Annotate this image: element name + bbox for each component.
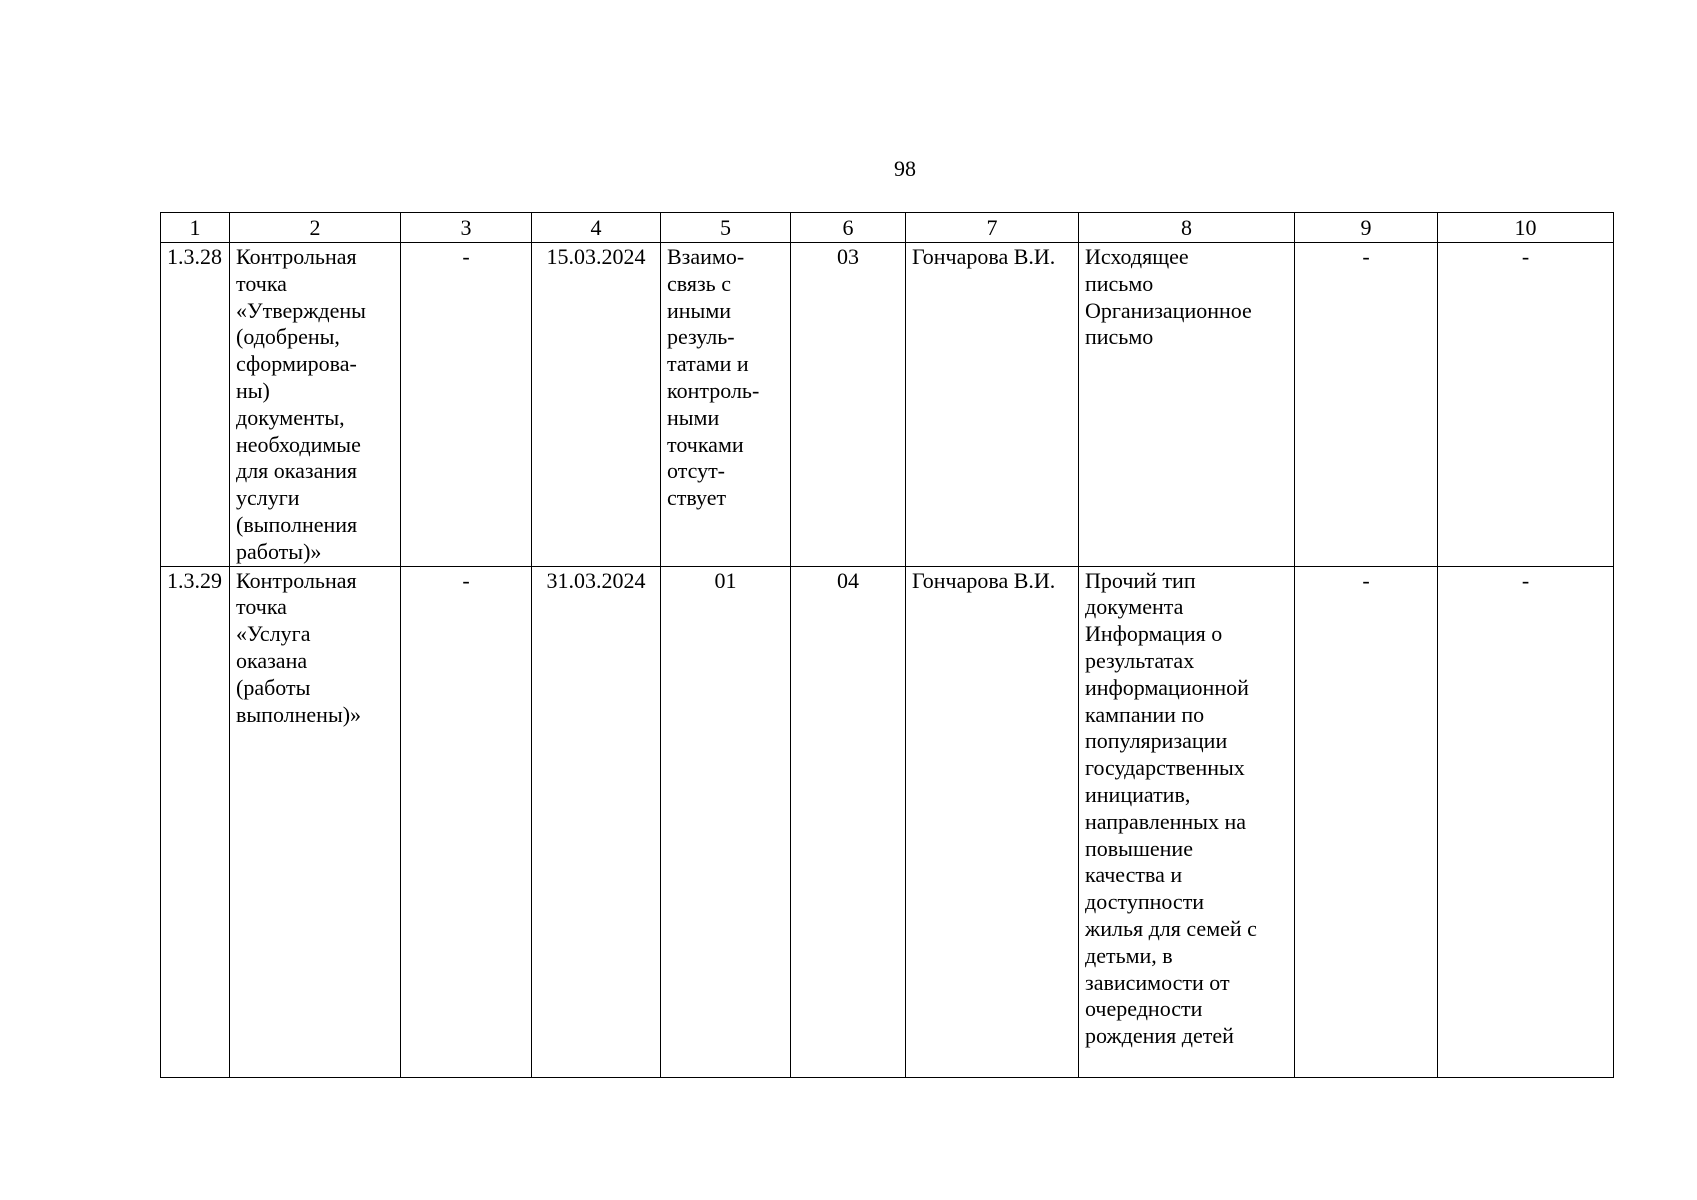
table-row — [161, 566, 1614, 1077]
row-number-cell — [161, 243, 230, 567]
col6-value: 04 — [837, 567, 859, 593]
date-value: 31.03.2024 — [546, 567, 646, 593]
date-cell — [532, 566, 661, 1077]
col9-value: - — [1362, 244, 1370, 269]
col6-cell — [791, 243, 906, 567]
document-cell — [1079, 566, 1295, 1077]
page-number: 98 — [894, 156, 916, 181]
col3-cell — [401, 566, 532, 1077]
date-value: 15.03.2024 — [546, 244, 646, 269]
col5-cell — [661, 243, 791, 567]
header-cell: 2 — [230, 213, 401, 243]
document-cell — [1079, 243, 1295, 567]
table-header-row — [161, 213, 1614, 243]
row-number-cell — [161, 566, 230, 1077]
row-number: 1.3.28 — [167, 244, 222, 269]
col9-cell — [1295, 243, 1438, 567]
col6-value: 03 — [837, 244, 859, 269]
header-cell: 4 — [532, 213, 661, 243]
col10-value: - — [1521, 567, 1530, 593]
name-cell — [230, 566, 401, 1077]
table-row — [161, 243, 1614, 567]
control-point-name: Контрольная точка «Услуга оказана (работы выполнены)» — [236, 567, 362, 727]
date-cell — [532, 243, 661, 567]
col10-cell — [1438, 566, 1614, 1077]
col9-value: - — [1362, 567, 1370, 593]
header-cell: 8 — [1079, 213, 1295, 243]
responsible-person: Гончарова В.И. — [912, 244, 1056, 269]
col6-cell — [791, 566, 906, 1077]
document-table — [160, 212, 1614, 1078]
header-cell: 10 — [1438, 213, 1614, 243]
row-number: 1.3.29 — [167, 567, 222, 593]
col5-value: Взаимо- связь с иными резуль- татами и контроль- ными точками отсут- ствует — [667, 244, 760, 511]
col3-value: - — [462, 244, 470, 269]
document-type: Исходящее письмо Организационное письмо — [1085, 244, 1252, 350]
header-cell: 1 — [161, 213, 230, 243]
responsible-person: Гончарова В.И. — [912, 567, 1056, 593]
header-cell: 7 — [906, 213, 1079, 243]
col10-cell — [1438, 243, 1614, 567]
header-cell: 6 — [791, 213, 906, 243]
control-point-name: Контрольная точка «Утверждены (одобрены, сформирова- ны) документы, необходимые для оказания услуги (выполнения работы)» — [236, 244, 366, 564]
col10-value: - — [1521, 244, 1530, 269]
responsible-cell — [906, 243, 1079, 567]
name-cell — [230, 243, 401, 567]
header-cell: 5 — [661, 213, 791, 243]
col3-cell — [401, 243, 532, 567]
responsible-cell — [906, 566, 1079, 1077]
col9-cell — [1295, 566, 1438, 1077]
document-type: Прочий тип документа Информация о результатах информационной кампании по популяризации государственных инициатив, направленных на повышение качества и доступности жилья для семей с детьми, в зависимости от очередности рождения детей — [1085, 567, 1257, 1049]
col5-cell — [661, 566, 791, 1077]
header-cell: 9 — [1295, 213, 1438, 243]
col3-value: - — [462, 567, 470, 593]
header-cell: 3 — [401, 213, 532, 243]
col5-value: 01 — [714, 567, 737, 593]
